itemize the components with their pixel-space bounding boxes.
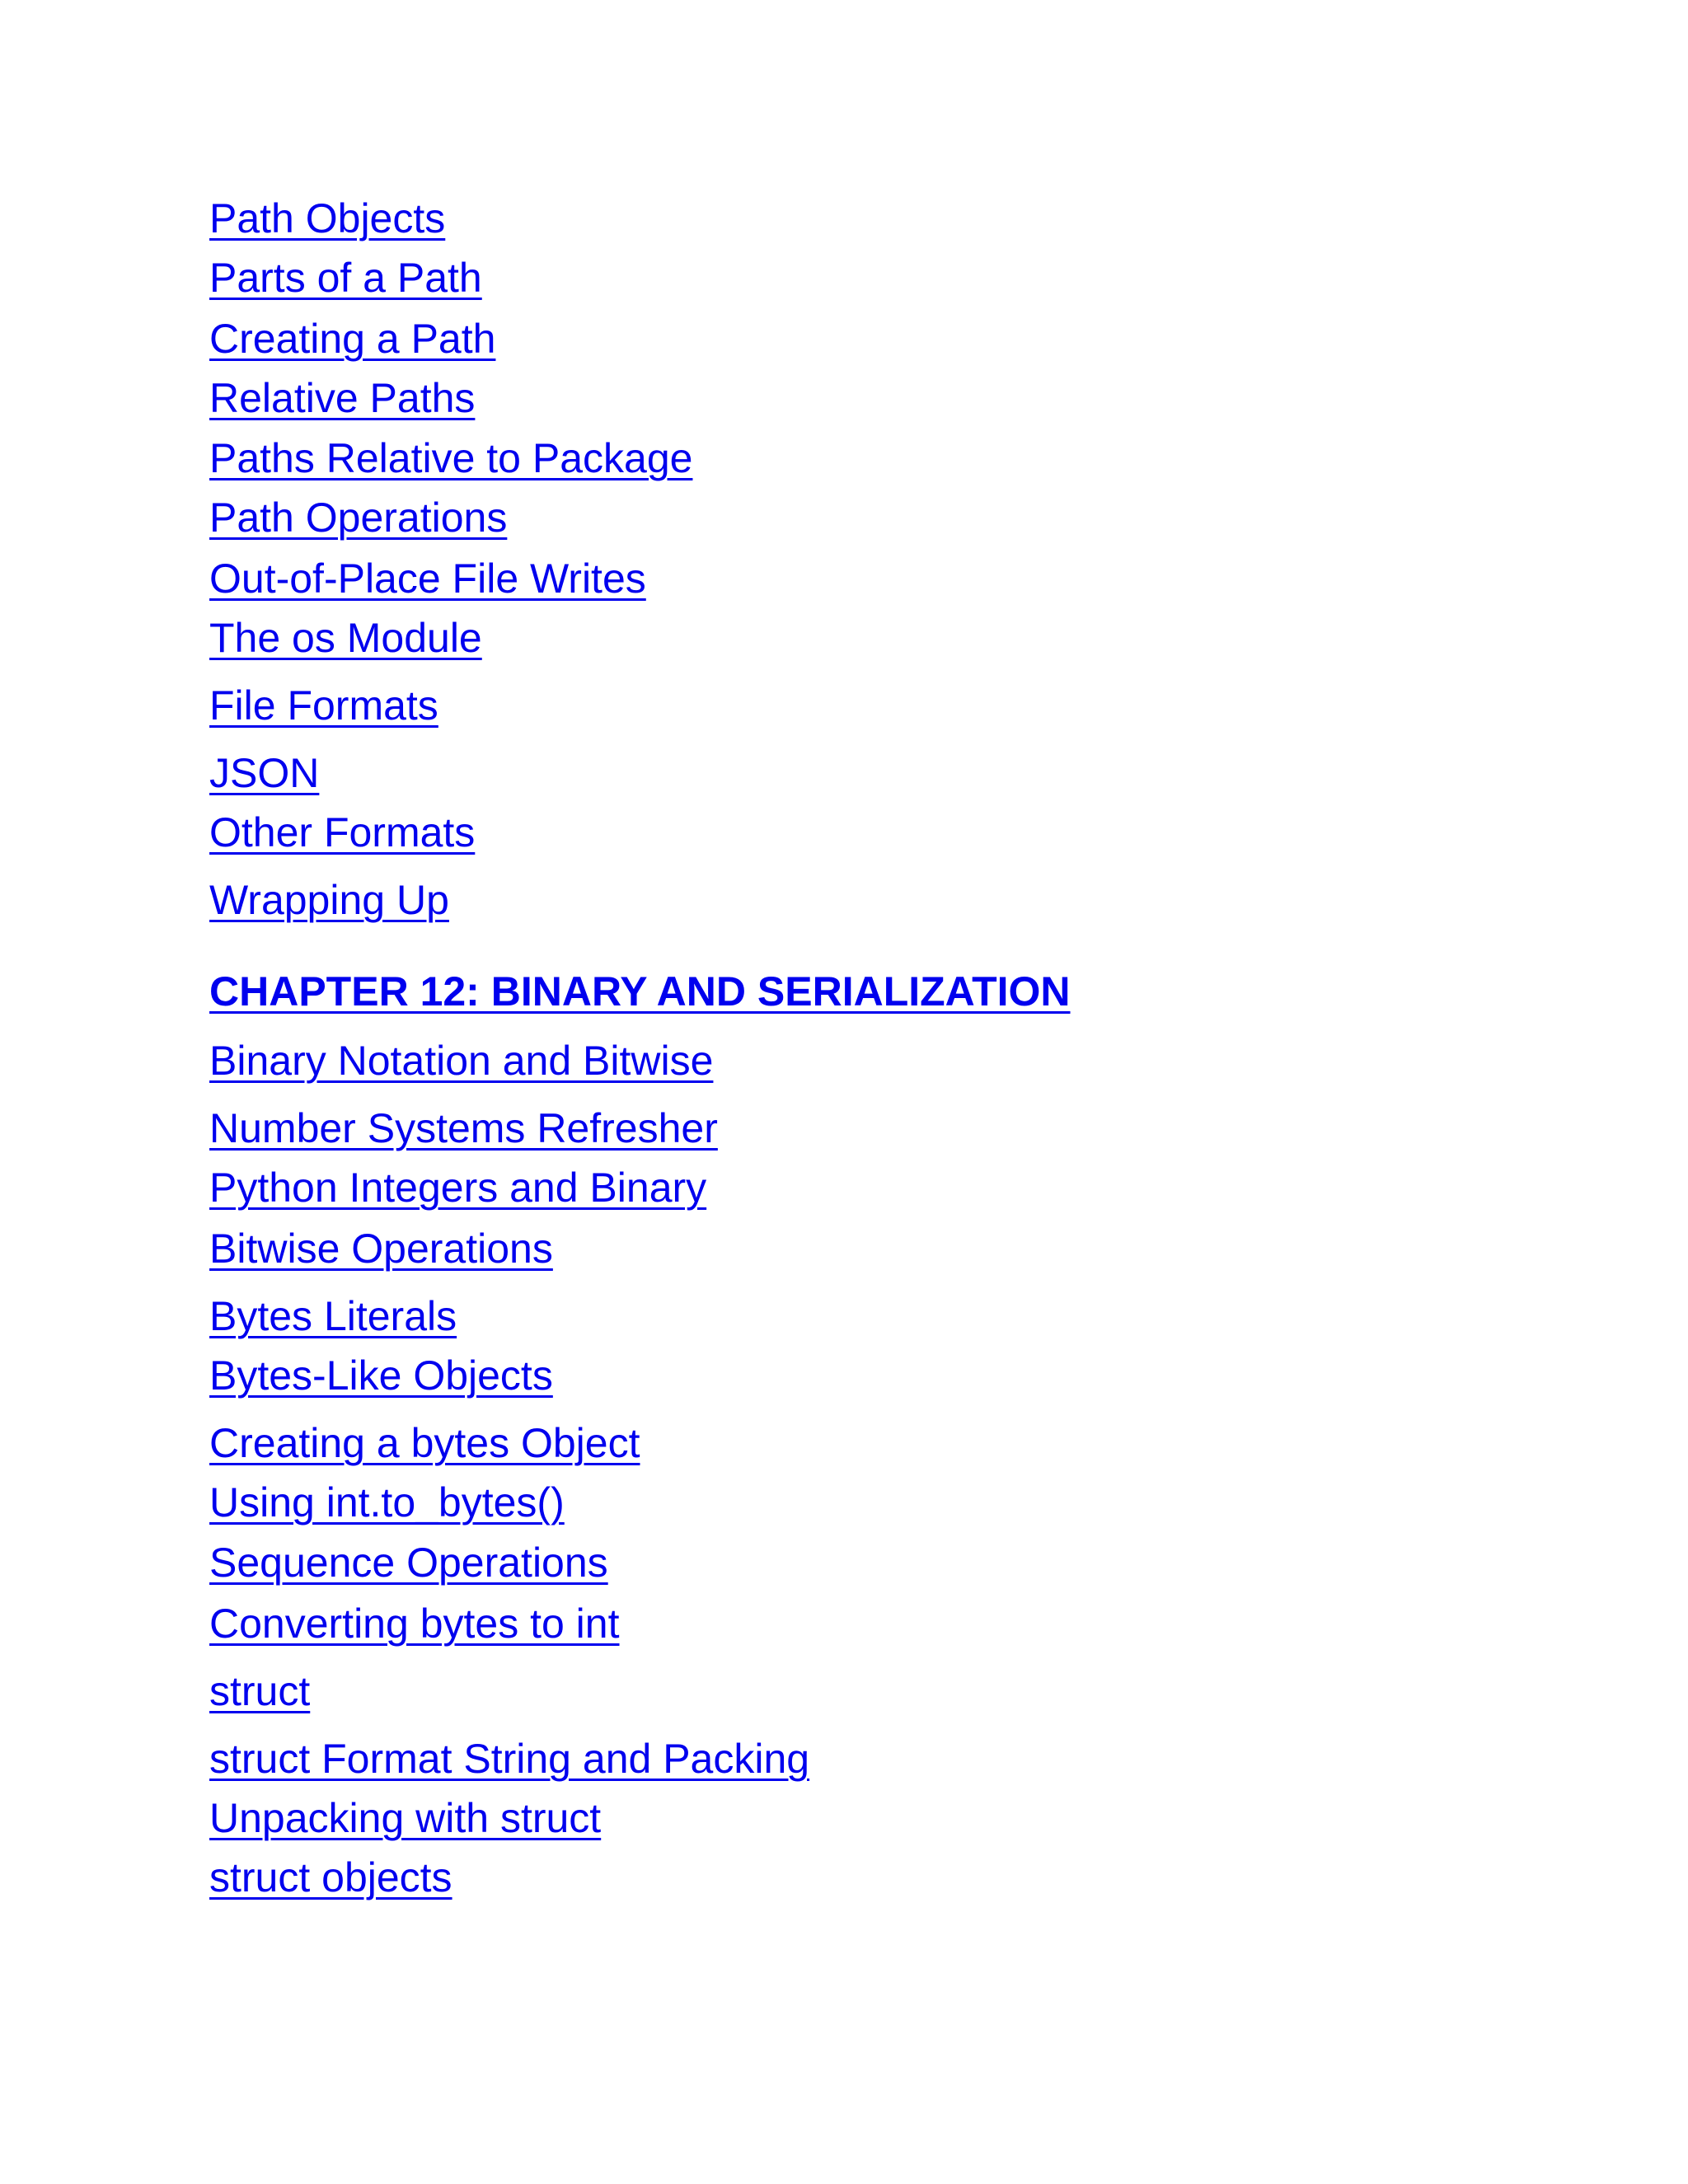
toc-link-python-integers-and-binary[interactable]: Python Integers and Binary bbox=[209, 1165, 707, 1211]
toc-link-other-formats[interactable]: Other Formats bbox=[209, 809, 476, 855]
toc-link-wrapping-up[interactable]: Wrapping Up bbox=[209, 877, 449, 923]
toc-link-struct-format-string-and-packing[interactable]: struct Format String and Packing bbox=[209, 1736, 810, 1782]
toc-link-paths-relative-to-package[interactable]: Paths Relative to Package bbox=[209, 435, 693, 481]
toc-link-creating-a-bytes-object[interactable]: Creating a bytes Object bbox=[209, 1420, 640, 1466]
toc-chapter-12-heading[interactable]: CHAPTER 12: BINARY AND SERIALIZATION bbox=[209, 968, 1071, 1015]
toc-link-creating-a-path[interactable]: Creating a Path bbox=[209, 316, 496, 362]
toc-link-struct[interactable]: struct bbox=[209, 1668, 311, 1714]
toc-link-bytes-like-objects[interactable]: Bytes-Like Objects bbox=[209, 1352, 553, 1399]
toc-link-bitwise-operations[interactable]: Bitwise Operations bbox=[209, 1226, 553, 1272]
toc-link-path-objects[interactable]: Path Objects bbox=[209, 195, 446, 241]
toc-link-out-of-place-file-writes[interactable]: Out-of-Place File Writes bbox=[209, 555, 646, 602]
toc-link-struct-objects[interactable]: struct objects bbox=[209, 1854, 452, 1900]
toc-link-the-os-module[interactable]: The os Module bbox=[209, 615, 482, 661]
toc-link-binary-notation-and-bitwise[interactable]: Binary Notation and Bitwise bbox=[209, 1038, 714, 1084]
toc-link-using-int-to-bytes[interactable]: Using int.to_bytes() bbox=[209, 1479, 565, 1526]
toc-link-sequence-operations[interactable]: Sequence Operations bbox=[209, 1540, 608, 1586]
toc-link-number-systems-refresher[interactable]: Number Systems Refresher bbox=[209, 1105, 718, 1151]
toc-link-path-operations[interactable]: Path Operations bbox=[209, 494, 508, 541]
toc-link-relative-paths[interactable]: Relative Paths bbox=[209, 375, 476, 421]
toc-link-bytes-literals[interactable]: Bytes Literals bbox=[209, 1293, 457, 1339]
toc-link-converting-bytes-to-int[interactable]: Converting bytes to int bbox=[209, 1601, 620, 1647]
toc-link-file-formats[interactable]: File Formats bbox=[209, 682, 438, 729]
toc-link-unpacking-with-struct[interactable]: Unpacking with struct bbox=[209, 1795, 602, 1841]
toc-link-parts-of-a-path[interactable]: Parts of a Path bbox=[209, 255, 482, 301]
toc-link-json[interactable]: JSON bbox=[209, 750, 320, 796]
